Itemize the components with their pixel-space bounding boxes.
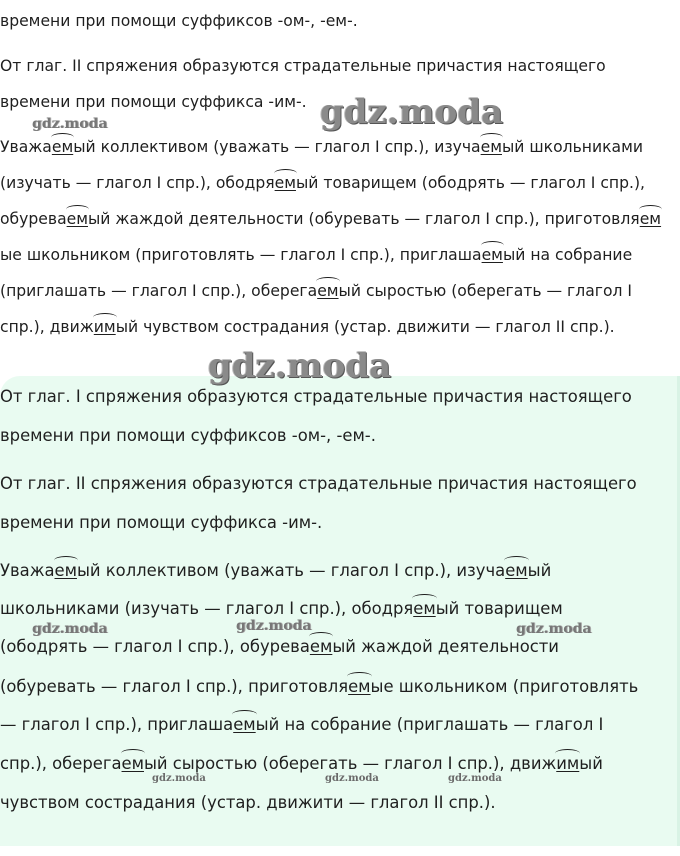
text-line	[0, 677, 638, 696]
text-fragment: спр.), оберега	[0, 754, 122, 773]
text-fragment: ые школьником (приготовлять — глагол I спр.), приглаша	[0, 246, 482, 264]
text-line: От глаг. I спряжения образуются страдательные причастия настоящего	[0, 387, 632, 406]
text-fragment: — глагол I спр.), приглаша	[0, 715, 234, 734]
suffix-mark: ем	[233, 715, 256, 734]
suffix-mark: ем	[66, 210, 88, 228]
text-line	[0, 561, 551, 580]
text-line	[0, 637, 559, 656]
text-line	[0, 282, 632, 300]
watermark-logo: gdz.moda	[32, 116, 108, 132]
suffix-mark: им	[556, 754, 580, 773]
text-fragment: ый жаждой деятельности	[332, 637, 559, 656]
text-line	[0, 318, 615, 336]
suffix-mark: им	[93, 318, 116, 336]
text-fragment: ый	[527, 561, 552, 580]
text-fragment: ый	[579, 754, 603, 773]
watermark-logo: gdz.moda	[152, 773, 206, 784]
text-fragment: (ободрять — глагол I спр.), обурева	[0, 637, 310, 656]
text-line: От глаг. II спряжения образуются страдательные причастия настоящего	[0, 57, 606, 75]
text-line	[0, 210, 661, 228]
watermark-logo: gdz.moda	[448, 773, 502, 784]
suffix-mark: ем	[54, 561, 77, 580]
suffix-mark: ем	[309, 637, 333, 656]
text-line: чувством сострадания (устар. движити — глагол II спр.).	[0, 793, 496, 812]
text-fragment: (изучать — глагол I спр.), ободря	[0, 174, 275, 192]
text-fragment: ый жаждой деятельности (обуревать — глагол I спр.), приготовля	[87, 210, 640, 228]
suffix-mark: ем	[317, 282, 339, 300]
text-fragment: Уважа	[0, 138, 52, 156]
watermark-logo: gdz.moda	[516, 621, 592, 637]
text-line: времени при помощи суффикса -им-.	[0, 93, 307, 111]
text-line: времени при помощи суффиксов -ом-, -ем-.	[0, 426, 376, 445]
text-line	[0, 754, 603, 773]
text-fragment: ый школьниками	[501, 138, 643, 156]
watermark-logo: gdz.moda	[236, 618, 312, 634]
text-fragment: ый товарищем	[435, 599, 563, 618]
suffix-mark: ем	[413, 599, 436, 618]
text-fragment: ый товарищем (ободрять — глагол I спр.),	[295, 174, 645, 192]
watermark-logo: gdz.moda	[320, 92, 504, 132]
text-fragment: ый на собрание	[502, 246, 633, 264]
text-line	[0, 599, 563, 618]
text-fragment: спр.), движ	[0, 318, 94, 336]
suffix-mark: ем	[481, 246, 503, 264]
suffix-mark: ем	[274, 174, 296, 192]
text-fragment: Уважа	[0, 561, 55, 580]
text-fragment: ый коллективом (уважать — глагол I спр.), изуча	[76, 561, 506, 580]
text-line: От глаг. II спряжения образуются страдательные причастия настоящего	[0, 474, 637, 493]
text-fragment: школьниками (изучать — глагол I спр.), ободря	[0, 599, 414, 618]
text-line	[0, 138, 643, 156]
text-fragment: ый сыростью (оберегать — глагол I спр.), движ	[143, 754, 557, 773]
suffix-mark: ем	[121, 754, 144, 773]
text-line: времени при помощи суффикса -им-.	[0, 513, 323, 532]
suffix-mark: ем	[639, 210, 662, 228]
watermark-logo: gdz.moda	[325, 773, 379, 784]
suffix-mark: ем	[51, 138, 74, 156]
text-line: времени при помощи суффиксов -ом-, -ем-.	[0, 12, 358, 30]
suffix-mark: ем	[480, 138, 502, 156]
text-line	[0, 246, 632, 264]
text-fragment: ый чувством сострадания (устар. движити — глагол II спр.).	[115, 318, 615, 336]
text-fragment: ый коллективом (уважать — глагол I спр.), изуча	[73, 138, 481, 156]
text-fragment: (обуревать — глагол I спр.), приготовля	[0, 677, 349, 696]
text-line	[0, 715, 603, 734]
text-fragment: обурева	[0, 210, 67, 228]
suffix-mark: ем	[348, 677, 371, 696]
text-fragment: ый сыростью (оберегать — глагол I	[338, 282, 633, 300]
text-fragment: ые школьником (приготовлять	[370, 677, 639, 696]
text-fragment: ый на собрание (приглашать — глагол I	[255, 715, 604, 734]
watermark-logo: gdz.moda	[32, 621, 108, 637]
watermark-logo: gdz.moda	[208, 346, 392, 386]
text-line	[0, 174, 645, 192]
text-fragment: (приглашать — глагол I спр.), оберега	[0, 282, 318, 300]
suffix-mark: ем	[505, 561, 528, 580]
